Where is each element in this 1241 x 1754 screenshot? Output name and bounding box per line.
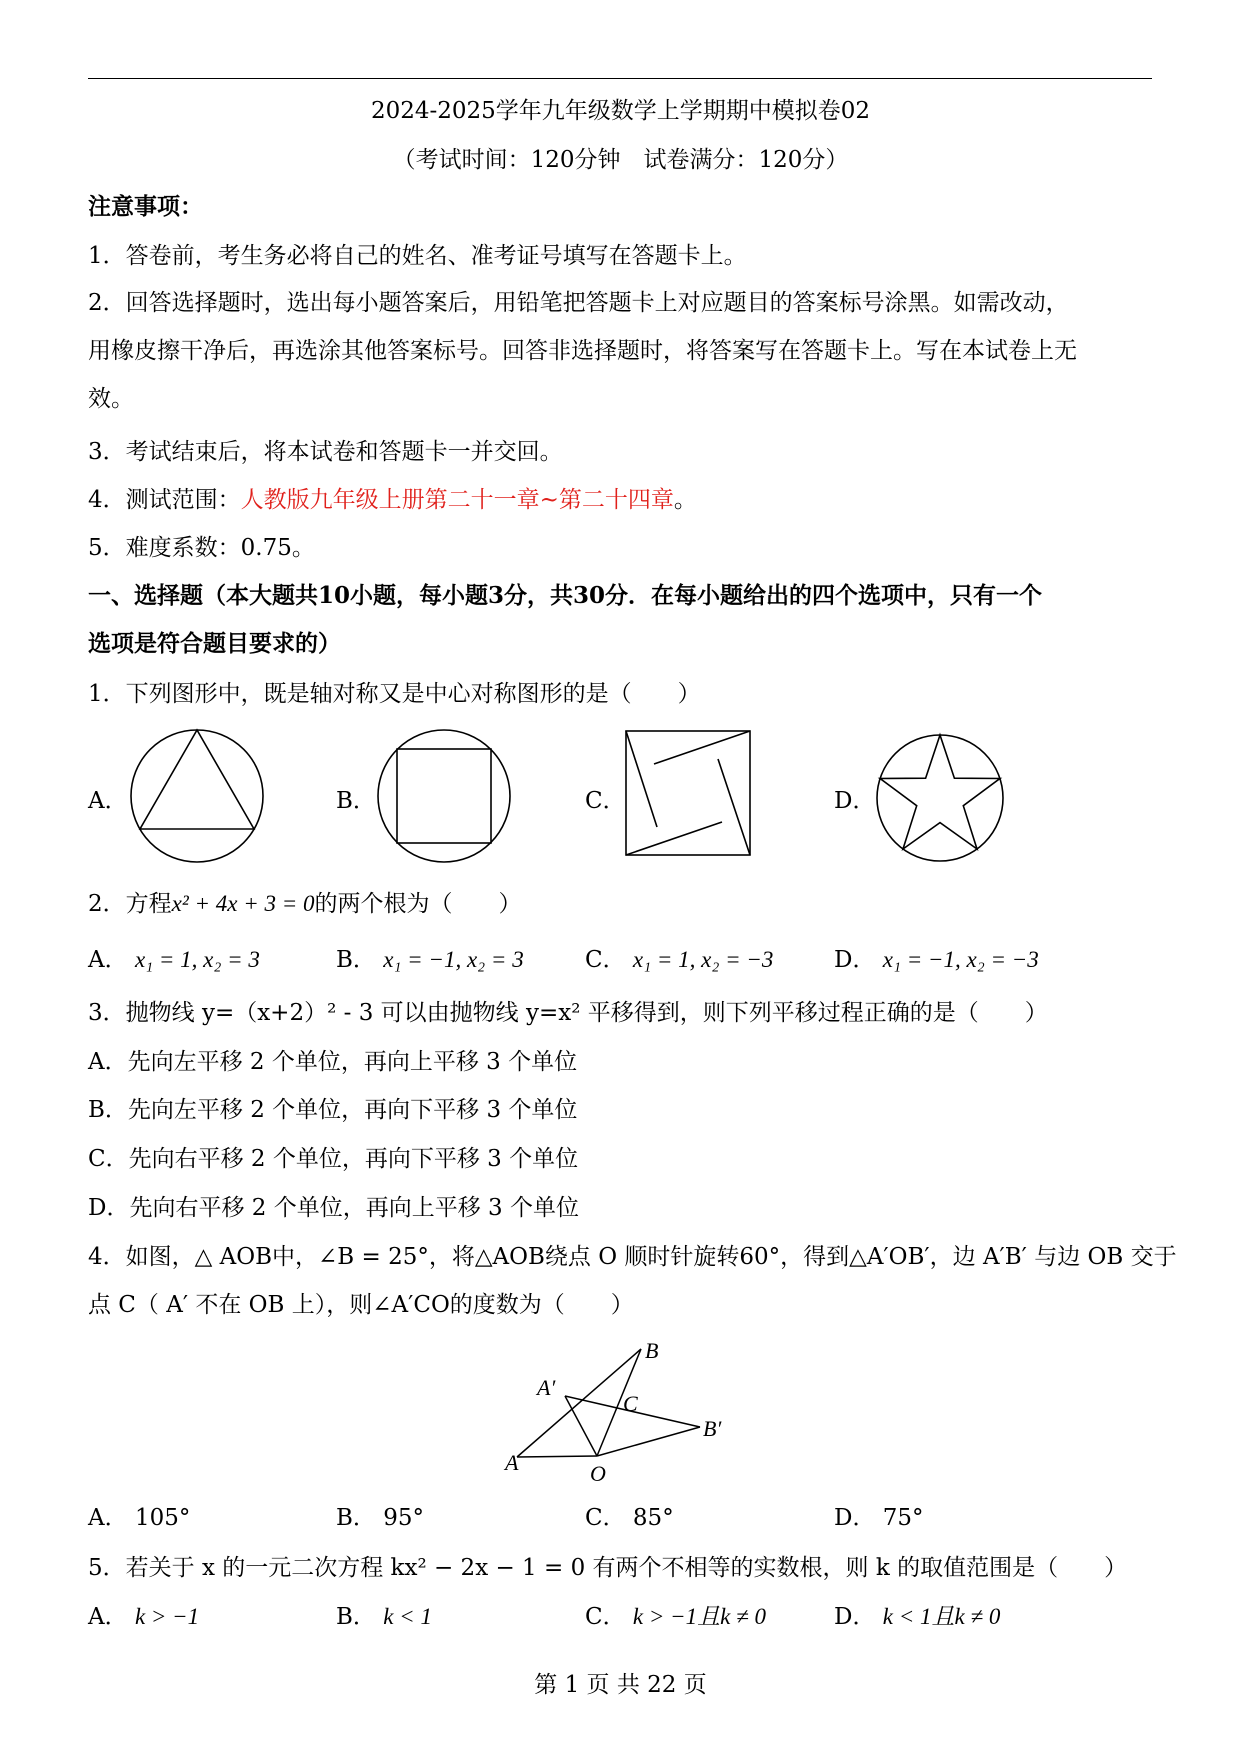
q1-stem: 1．下列图形中，既是轴对称又是中心对称图形的是（ ） bbox=[88, 681, 701, 707]
q4-label-b: B． bbox=[336, 1505, 376, 1531]
q5-option-b bbox=[336, 1602, 432, 1632]
q1-label-c: C． bbox=[585, 788, 626, 814]
q5-label-c: C． bbox=[585, 1604, 626, 1630]
q3-option-d: D．先向右平移 2 个单位，再向上平移 3 个单位 bbox=[88, 1195, 579, 1221]
q2-value-b: x₁ = −1, x₂ = 3 bbox=[383, 947, 524, 972]
q5-value-d: k < 1且k ≠ 0 bbox=[882, 1604, 1001, 1629]
q2-option-d bbox=[834, 945, 1039, 975]
page-footer: 第 1 页 共 22 页 bbox=[534, 1672, 707, 1698]
q2-value-d: x₁ = −1, x₂ = −3 bbox=[882, 947, 1039, 972]
q2-label-a: A． bbox=[88, 947, 128, 973]
notice-3: 3．考试结束后，将本试卷和答题卡一并交回。 bbox=[88, 439, 563, 465]
q2-option-a bbox=[88, 945, 260, 975]
q2-label-b: B． bbox=[336, 947, 376, 973]
q2-value-c: x₁ = 1, x₂ = −3 bbox=[632, 947, 774, 972]
q5-option-c bbox=[585, 1602, 766, 1632]
q5-label-b: B． bbox=[336, 1604, 376, 1630]
q1-label-b: B． bbox=[336, 788, 376, 814]
q4-value-c: 85° bbox=[632, 1505, 674, 1531]
q2-label-d: D． bbox=[834, 947, 876, 973]
q1-figure-c bbox=[625, 730, 755, 860]
notice-4-suffix: 。 bbox=[673, 487, 697, 513]
exam-subtitle: （考试时间：120分钟 试卷满分：120分） bbox=[392, 147, 849, 173]
notice-2: 2．回答选择题时，选出每小题答案后，用铅笔把答题卡上对应题目的答案标号涂黑。如需改动， bbox=[88, 290, 1069, 316]
q4-point-b: B bbox=[645, 1338, 659, 1363]
q2-label-c: C． bbox=[585, 947, 626, 973]
q1-figure-b bbox=[376, 728, 516, 866]
q1-figure-a bbox=[128, 728, 268, 866]
notice-4-prefix: 4．测试范围： bbox=[88, 487, 241, 513]
q4-point-c: C bbox=[623, 1391, 638, 1416]
notice-2-end: 效。 bbox=[88, 386, 134, 412]
q3-stem: 3．抛物线 y=（x+2）² - 3 可以由抛物线 y=x² 平移得到，则下列平移过程正确的是（ ） bbox=[88, 1000, 1048, 1026]
exam-title: 2024-2025学年九年级数学上学期期中模拟卷02 bbox=[370, 98, 871, 124]
q4-option-c bbox=[585, 1503, 674, 1533]
q4-value-a: 105° bbox=[134, 1505, 191, 1531]
q3-option-b: B．先向左平移 2 个单位，再向下平移 3 个单位 bbox=[88, 1097, 578, 1123]
q4-point-a: A bbox=[505, 1450, 519, 1475]
q4-label-c: C． bbox=[585, 1505, 626, 1531]
notice-1: 1．答卷前，考生务必将自己的姓名、准考证号填写在答题卡上。 bbox=[88, 243, 747, 269]
q2-suffix: 的两个根为（ ） bbox=[314, 891, 522, 917]
q5-value-b: k < 1 bbox=[383, 1604, 432, 1629]
notice-4-scope: 人教版九年级上册第二十一章~第二十四章 bbox=[240, 487, 674, 513]
q4-value-b: 95° bbox=[383, 1505, 424, 1531]
q4-point-b-prime: B′ bbox=[703, 1416, 722, 1441]
q3-option-a: A．先向左平移 2 个单位，再向上平移 3 个单位 bbox=[88, 1049, 578, 1075]
q4-stem-1: 4．如图，△ AOB中，∠B = 25°，将△AOB绕点 O 顺时针旋转60°，得到△A′OB′，边 A′B′ 与边 OB 交于 bbox=[88, 1244, 1177, 1270]
q5-option-d bbox=[834, 1602, 1000, 1632]
q4-label-a: A． bbox=[88, 1505, 128, 1531]
q2-option-b bbox=[336, 945, 524, 975]
q5-value-c: k > −1且k ≠ 0 bbox=[632, 1604, 767, 1629]
q5-label-a: A． bbox=[88, 1604, 128, 1630]
q2-prefix: 2．方程 bbox=[88, 891, 172, 917]
q1-figure-d bbox=[874, 732, 1006, 864]
q4-option-d bbox=[834, 1503, 924, 1533]
q5-label-d: D． bbox=[834, 1604, 876, 1630]
q4-option-a bbox=[88, 1503, 190, 1533]
section-1-heading: 一、选择题（本大题共10小题，每小题3分，共30分．在每小题给出的四个选项中，只有一个 bbox=[88, 582, 1043, 609]
q4-point-a-prime: A′ bbox=[537, 1375, 556, 1400]
notice-4 bbox=[88, 485, 697, 515]
q4-label-d: D． bbox=[834, 1505, 876, 1531]
q4-stem-2: 点 C（ A′ 不在 OB 上），则∠A′CO的度数为（ ） bbox=[88, 1292, 634, 1318]
notice-2-cont: 用橡皮擦干净后，再选涂其他答案标号。回答非选择题时，将答案写在答题卡上。写在本试卷上无 bbox=[88, 338, 1077, 364]
q5-option-a bbox=[88, 1602, 199, 1632]
q4-point-o: O bbox=[590, 1461, 606, 1483]
header-rule bbox=[88, 78, 1152, 79]
q5-value-a: k > −1 bbox=[134, 1604, 200, 1629]
notice-heading: 注意事项： bbox=[88, 193, 203, 220]
q4-option-b bbox=[336, 1503, 424, 1533]
notice-5: 5．难度系数：0.75。 bbox=[88, 535, 315, 561]
q4-value-d: 75° bbox=[882, 1505, 924, 1531]
q5-stem: 5．若关于 x 的一元二次方程 kx² − 2x − 1 = 0 有两个不相等的实数根，则 k 的取值范围是（ ） bbox=[88, 1555, 1128, 1581]
q1-label-d: D． bbox=[834, 788, 876, 814]
q2-equation: x² + 4x + 3 = 0 bbox=[171, 891, 315, 916]
section-1-heading-cont: 选项是符合题目要求的） bbox=[88, 630, 341, 657]
q1-label-a: A． bbox=[88, 788, 128, 814]
q2-stem bbox=[88, 889, 522, 919]
q3-option-c: C．先向右平移 2 个单位，再向下平移 3 个单位 bbox=[88, 1146, 579, 1172]
q4-triangle-figure bbox=[490, 1333, 750, 1483]
q2-value-a: x₁ = 1, x₂ = 3 bbox=[134, 947, 260, 972]
q2-option-c bbox=[585, 945, 773, 975]
